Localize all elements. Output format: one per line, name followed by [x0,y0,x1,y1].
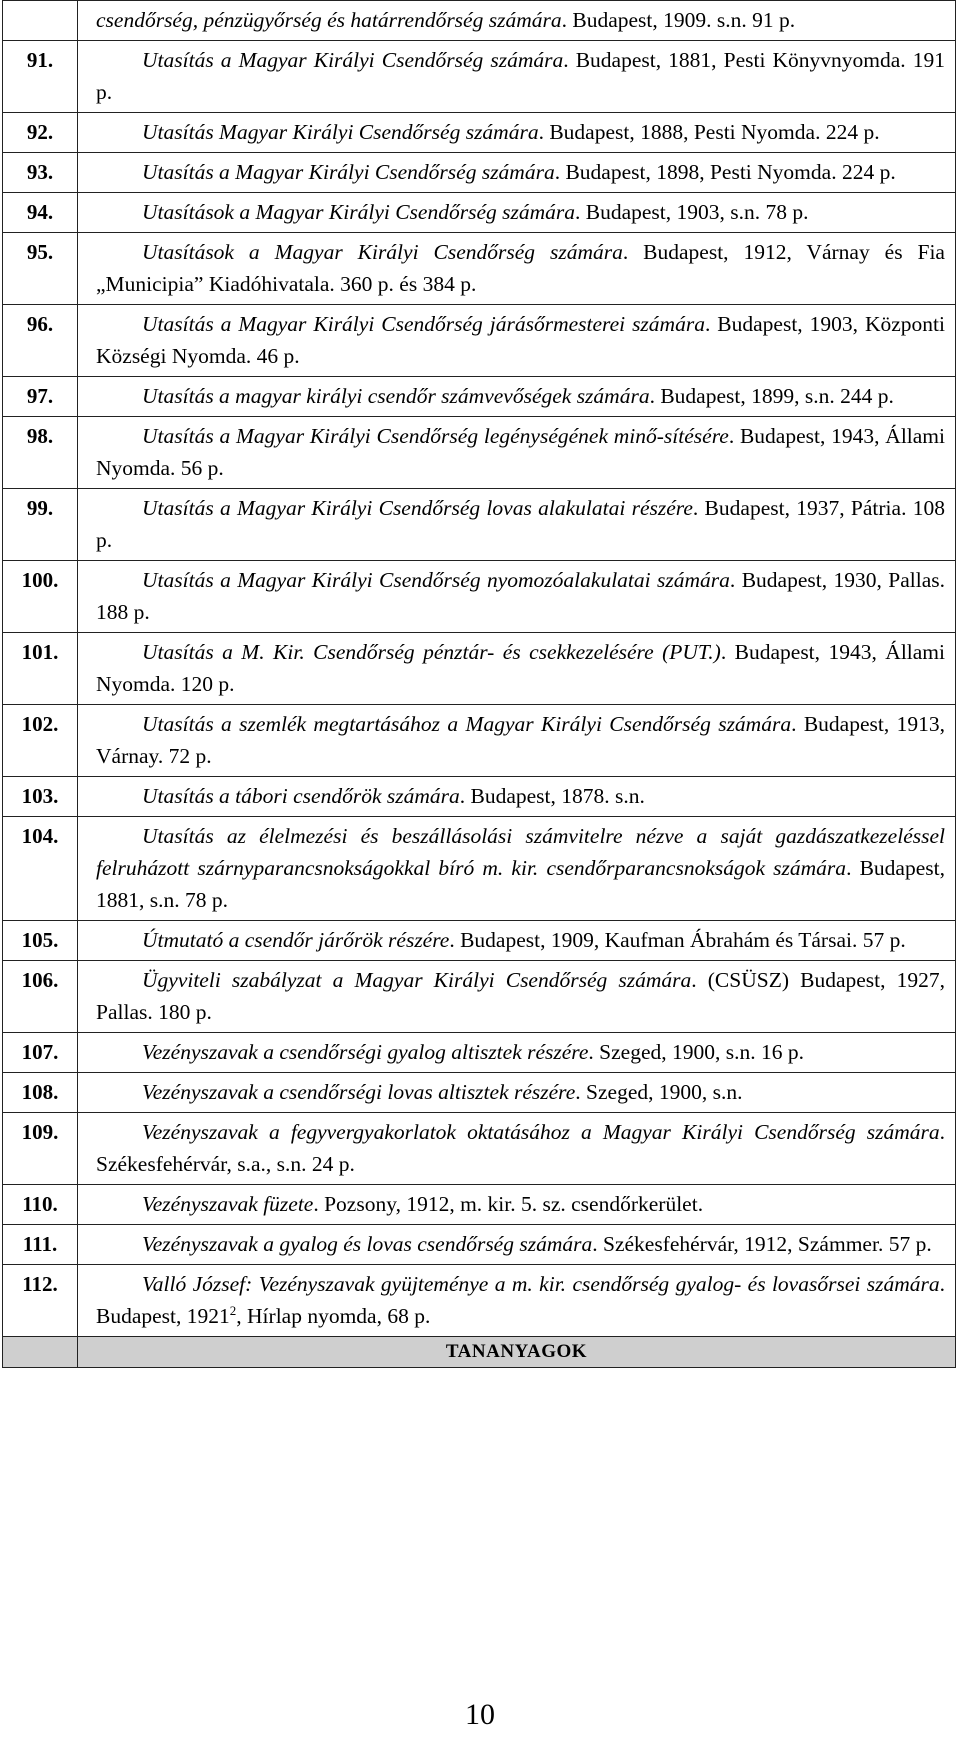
entry-text [78,417,956,489]
entry-number: 109. [3,1113,78,1185]
entry-publication: . Budapest, 1903, s.n. 78 p. [575,200,809,224]
section-header-row [3,1337,956,1368]
bibliography-entry [3,1113,956,1185]
entry-number: 108. [3,1073,78,1113]
entry-title: Utasítás a M. Kir. Csendőrség pénztár- és csekkezelésére (PUT.) [142,640,721,664]
bibliography-entry [3,921,956,961]
entry-text [78,489,956,561]
entry-title: csendőrség, pénzügyőrség és határrendőrség számára [96,8,562,32]
bibliography-entry [3,1265,956,1337]
section-header: TANANYAGOK [78,1337,956,1368]
entry-number: 104. [3,817,78,921]
entry-number [3,1,78,41]
entry-number: 110. [3,1185,78,1225]
bibliography-entry [3,561,956,633]
entry-number: 93. [3,153,78,193]
entry-text [78,1073,956,1113]
entry-publication-tail: , Hírlap nyomda, 68 p. [236,1304,431,1328]
entry-title: Utasítás Magyar Királyi Csendőrség számára [142,120,539,144]
bibliography-entry [3,1,956,41]
entry-number: 95. [3,233,78,305]
entry-publication: . Székesfehérvár, 1912, Számmer. 57 p. [592,1232,932,1256]
bibliography-entry [3,153,956,193]
entry-number: 101. [3,633,78,705]
entry-number: 102. [3,705,78,777]
bibliography-entry [3,41,956,113]
edition-superscript: 2 [229,1302,237,1318]
bibliography-entry [3,489,956,561]
bibliography-entry [3,417,956,489]
entry-number: 112. [3,1265,78,1337]
entry-publication: . Budapest, 1903, Központi Községi Nyomda. 46 p. [96,312,945,368]
entry-number: 103. [3,777,78,817]
entry-text [78,561,956,633]
entry-number: 94. [3,193,78,233]
bibliography-entry [3,961,956,1033]
entry-title: Vezényszavak füzete [142,1192,314,1216]
entry-publication: . Székesfehérvár, s.a., s.n. 24 p. [96,1120,945,1176]
entry-text [78,113,956,153]
entry-publication: . Szeged, 1900, s.n. 16 p. [588,1040,804,1064]
entry-publication: . Budapest, 1913, Várnay. 72 p. [96,712,945,768]
entry-publication: . Budapest, 1909, Kaufman Ábrahám és Társai. 57 p. [449,928,906,952]
entry-publication: . Budapest, 1878. s.n. [459,784,645,808]
entry-text [78,41,956,113]
entry-text [78,193,956,233]
entry-title: Utasítás a Magyar Királyi Csendőrség számára [142,48,564,72]
entry-title: Utasítás a Magyar Királyi Csendőrség lovas alakulatai részére [142,496,693,520]
entry-title: Vezényszavak a fegyvergyakorlatok oktatásához a Magyar Királyi Csendőrség számára [142,1120,940,1144]
entry-title: Utasítás a Magyar Királyi Csendőrség járásőrmesterei számára [142,312,705,336]
entry-publication: . (CSÜSZ) Budapest, 1927, Pallas. 180 p. [96,968,946,1024]
entry-number: 100. [3,561,78,633]
entry-publication: . Budapest, 1888, Pesti Nyomda. 224 p. [538,120,880,144]
entry-publication: . Budapest, 1881, Pesti Könyvnyomda. 191 p. [96,48,946,104]
entry-title: Utasítás a Magyar Királyi Csendőrség legénységének minő-sítésére [142,424,729,448]
entry-text [78,1265,956,1337]
bibliography-entry [3,1033,956,1073]
entry-publication: . Budapest, 1898, Pesti Nyomda. 224 p. [554,160,896,184]
entry-text [78,233,956,305]
bibliography-entry [3,633,956,705]
entry-publication: . Budapest, 1912, Várnay és Fia „Municipia” Kiadóhivatala. 360 p. és 384 p. [96,240,945,296]
entry-number: 97. [3,377,78,417]
bibliography-entry [3,1225,956,1265]
entry-publication: . Budapest, 1937, Pátria. 108 p. [96,496,945,552]
entry-text [78,1185,956,1225]
entry-number: 99. [3,489,78,561]
entry-text [78,817,956,921]
page-number: 10 [465,1698,495,1731]
entry-publication: . Budapest, 1909. s.n. 91 p. [561,8,796,32]
entry-text [78,305,956,377]
entry-title: Utasítás a Magyar Királyi Csendőrség számára [142,160,555,184]
entry-title: Ügyviteli szabályzat a Magyar Királyi Csendőrség számára [142,968,692,992]
entry-title: Vezényszavak a gyalog és lovas csendőrség számára [142,1232,593,1256]
bibliography-entry [3,193,956,233]
entry-title: Utasítás a szemlék megtartásához a Magyar Királyi Csendőrség számára [142,712,792,736]
entry-title: Utasítások a Magyar Királyi Csendőrség számára [142,200,575,224]
bibliography-entry [3,1185,956,1225]
entry-title: Utasítások a Magyar Királyi Csendőrség számára [142,240,623,264]
entry-title: Útmutató a csendőr járőrök részére [142,928,450,952]
entry-publication: . Budapest, 1899, s.n. 244 p. [649,384,894,408]
entry-number: 91. [3,41,78,113]
entry-publication: . Budapest, 1930, Pallas. 188 p. [96,568,946,624]
bibliography-entry [3,305,956,377]
entry-publication: . Budapest, 1921 [96,1272,945,1328]
bibliography-table [2,0,956,1368]
entry-publication: . Budapest, 1943, Állami Nyomda. 56 p. [96,424,946,480]
entry-number: 107. [3,1033,78,1073]
entry-text [78,777,956,817]
entry-text [78,1113,956,1185]
entry-text [78,1,956,41]
bibliography-entry [3,1073,956,1113]
bibliography-entry [3,113,956,153]
entry-title: Utasítás a Magyar Királyi Csendőrség nyomozóalakulatai számára [142,568,730,592]
entry-text [78,377,956,417]
entry-publication: . Pozsony, 1912, m. kir. 5. sz. csendőrkerület. [313,1192,704,1216]
entry-number: 105. [3,921,78,961]
bibliography-entry [3,377,956,417]
entry-text [78,633,956,705]
entry-title: Utasítás az élelmezési és beszállásolási számvitelre nézve a saját gazdászatkezeléssel felruházott szárnyparancsnokságokkal bíró m. kir. csendőrparancsnokságok számára [96,824,945,880]
bibliography-entry [3,777,956,817]
entry-publication: . Budapest, 1943, Állami Nyomda. 120 p. [96,640,946,696]
entry-number: 106. [3,961,78,1033]
entry-title: Utasítás a magyar királyi csendőr számvevőségek számára [142,384,650,408]
entry-text [78,1225,956,1265]
entry-publication: . Budapest, 1881, s.n. 78 p. [96,856,945,912]
entry-text [78,705,956,777]
entry-publication: . Szeged, 1900, s.n. [575,1080,743,1104]
entry-number: 92. [3,113,78,153]
entry-text [78,961,956,1033]
entry-text [78,921,956,961]
entry-text [78,1033,956,1073]
entry-title: Vezényszavak a csendőrségi gyalog altisztek részére [142,1040,589,1064]
entry-title: Utasítás a tábori csendőrök számára [142,784,460,808]
entry-number: 96. [3,305,78,377]
entry-title: Valló József: Vezényszavak gyüjteménye a m. kir. csendőrség gyalog- és lovasőrsei számára [142,1272,940,1296]
section-header-blank [3,1337,78,1368]
bibliography-entry [3,705,956,777]
entry-text [78,153,956,193]
entry-title: Vezényszavak a csendőrségi lovas altisztek részére [142,1080,576,1104]
bibliography-entry [3,817,956,921]
bibliography-entry [3,233,956,305]
entry-number: 111. [3,1225,78,1265]
entry-number: 98. [3,417,78,489]
